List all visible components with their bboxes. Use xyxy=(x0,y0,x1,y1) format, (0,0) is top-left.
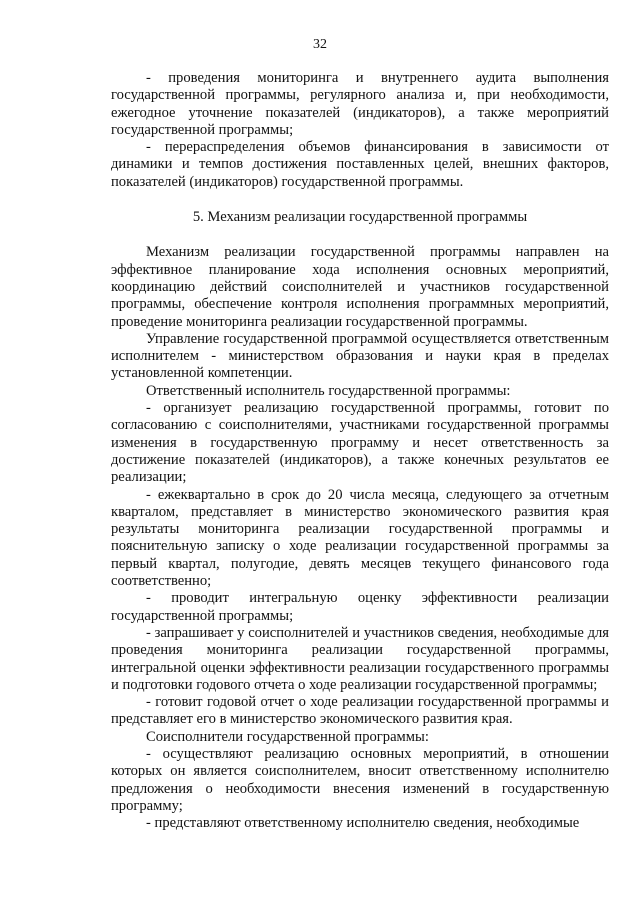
paragraph: Механизм реализации государственной программы направлен на эффективное планирование хода исполнения основных мероприятий, координацию действий соисполнителей и участников государственной программы, обеспечение контроля исполнения программных мероприятий, проведение мониторинга реализации государственной программы. xyxy=(111,244,609,330)
paragraph: - готовит годовой отчет о ходе реализации государственной программы и представляет его в министерство экономического развития края. xyxy=(111,694,609,728)
paragraph: - проводит интегральную оценку эффективности реализации государственной программы; xyxy=(111,590,609,624)
paragraph: - запрашивает у соисполнителей и участников сведения, необходимые для проведения мониторинга реализации государственной программы, интегральной оценки эффективности реализации государственного программы и подготовки годового отчета о ходе реализации государственной программы; xyxy=(111,624,609,693)
paragraph: - осуществляют реализацию основных мероприятий, в отношении которых он является соисполнителем, вносит ответственному исполнителю предложения о необходимости внесения изменений в государственную программу; xyxy=(111,745,609,814)
paragraph: - ежеквартально в срок до 20 числа месяца, следующего за отчетным кварталом, представляет в министерство экономического развития края результаты мониторинга реализации государственной программы и пояснительную записку о ходе реализации государственной программы за первый квартал, полугодие, девять месяцев текущего финансового года соответственно; xyxy=(111,486,609,590)
paragraph: - проведения мониторинга и внутреннего аудита выполнения государственной программы, регулярного анализа и, при необходимости, ежегодное уточнение показателей (индикаторов), а также мероприятий государственной программы; xyxy=(111,70,609,138)
paragraph: - организует реализацию государственной программы, готовит по согласованию с соисполнителями, участниками государственной программы изменения в государственную программу и несет ответственность за достижение показателей (индикаторов), а также конечных результатов ее реализации; xyxy=(111,400,609,486)
paragraph: Соисполнители государственной программы: xyxy=(146,728,429,745)
paragraph: - представляют ответственному исполнителю сведения, необходимые xyxy=(146,815,580,832)
paragraph: Управление государственной программой осуществляется ответственным исполнителем - министерством образования и науки края в пределах установленной компетенции. xyxy=(111,330,609,382)
section-heading: 5. Механизм реализации государственной программы xyxy=(192,209,528,226)
paragraph: - перераспределения объемов финансирования в зависимости от динамики и темпов достижения поставленных целей, внешних факторов, показателей (индикаторов) государственной программы. xyxy=(111,139,609,190)
paragraph: Ответственный исполнитель государственной программы: xyxy=(146,382,511,399)
document-body xyxy=(111,70,609,832)
page-number: 32 xyxy=(313,37,327,52)
